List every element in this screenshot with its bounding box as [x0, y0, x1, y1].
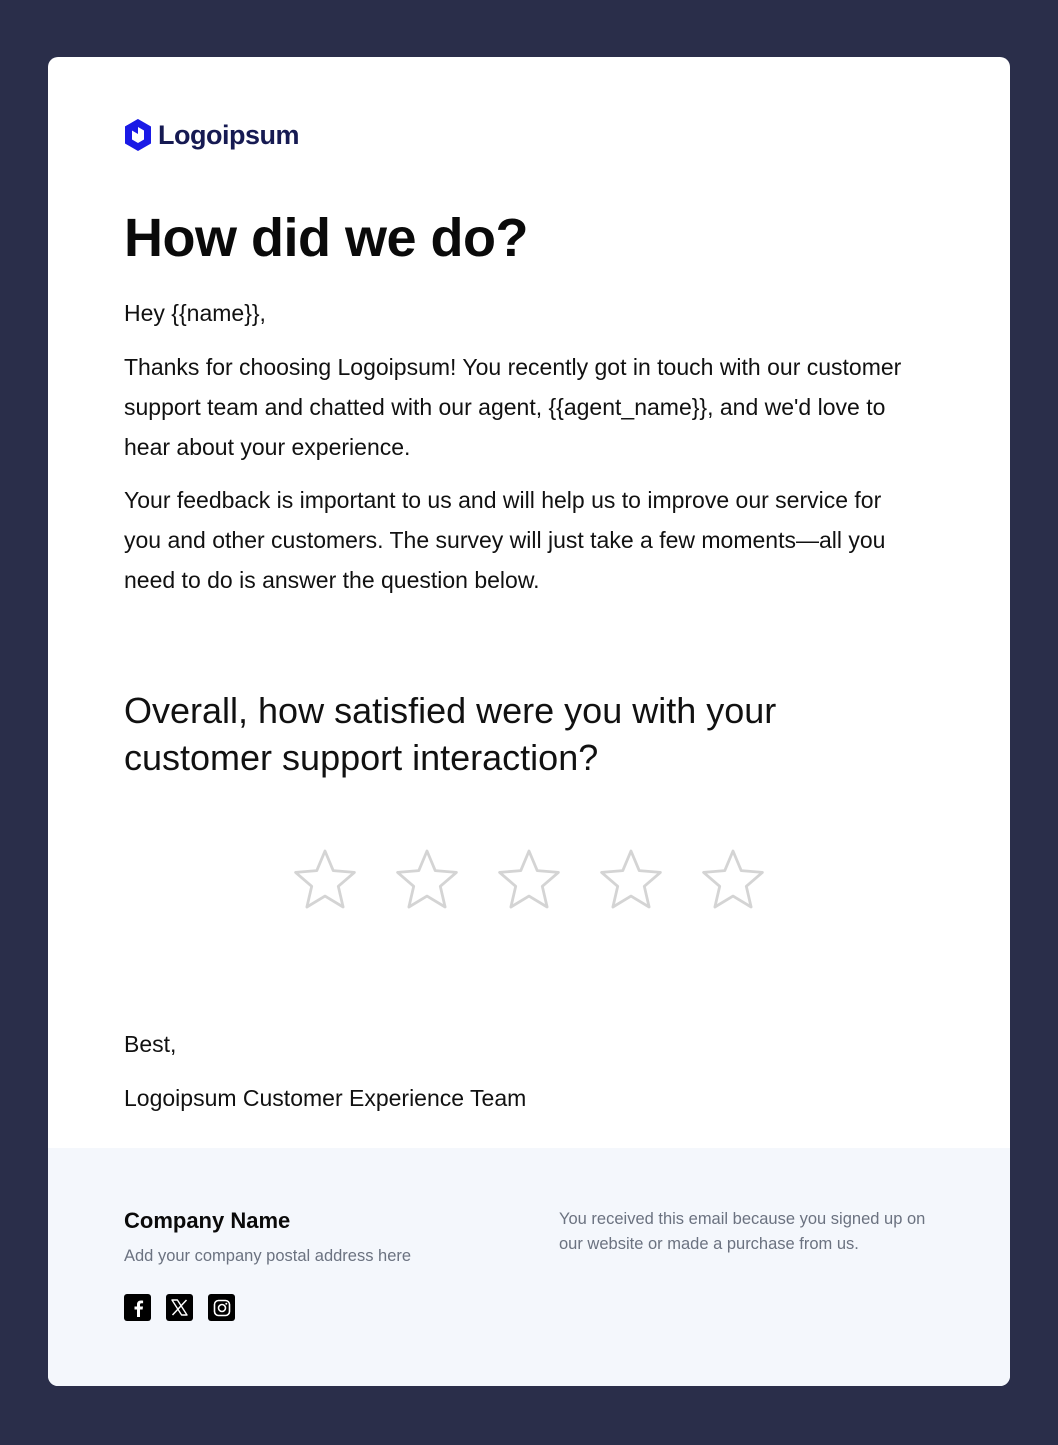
signature: Logoipsum Customer Experience Team [124, 1085, 527, 1111]
email-card [48, 57, 1010, 1386]
instagram-link[interactable] [208, 1294, 235, 1321]
star-3-icon[interactable] [496, 847, 562, 913]
feedback-paragraph: Your feedback is important to us and will help us to improve our service for you and other customers. The survey will just take a few moments—all you need to do is answer the question below. [124, 487, 886, 593]
survey-question: Overall, how satisfied were you with your customer support interaction? [124, 690, 777, 778]
greeting: Hey {{name}}, [124, 300, 266, 326]
star-5-icon[interactable] [700, 847, 766, 913]
star-rating [292, 847, 766, 913]
x-link[interactable] [166, 1294, 193, 1321]
logo-text: Logoipsum [158, 119, 299, 150]
logo[interactable] [124, 115, 299, 155]
intro-paragraph: Thanks for choosing Logoipsum! You recently got in touch with our customer support team and chatted with our agent, {{agent_name}}, and we'd love to hear about your experience. [124, 354, 902, 460]
instagram-icon [213, 1299, 231, 1317]
facebook-icon [131, 1299, 145, 1317]
company-name: Company Name [124, 1208, 291, 1233]
facebook-link[interactable] [124, 1294, 151, 1321]
star-2-icon[interactable] [394, 847, 460, 913]
company-address: Add your company postal address here [124, 1247, 412, 1265]
hexagon-logo-icon [124, 118, 152, 152]
star-4-icon[interactable] [598, 847, 664, 913]
star-1-icon[interactable] [292, 847, 358, 913]
email-title: How did we do? [124, 208, 528, 268]
x-icon [171, 1299, 188, 1316]
email-footer [48, 1148, 1010, 1386]
footer-notice: You received this email because you signed up on our website or made a purchase from us. [559, 1210, 926, 1253]
social-links [124, 1294, 250, 1321]
closing: Best, [124, 1031, 177, 1057]
